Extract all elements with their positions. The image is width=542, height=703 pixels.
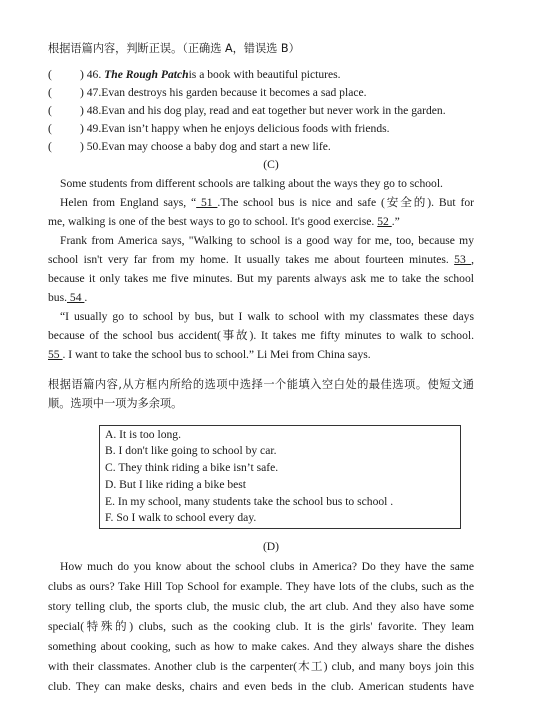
question-number: ) 48. [80, 104, 102, 117]
option-c: C. They think riding a bike isn’t safe. [105, 461, 279, 474]
blank-54: 54 [67, 291, 85, 304]
passage-d-line: something about cooking, such as how to make cakes. And they always share the dishes [48, 640, 474, 653]
blank-53: 53 [454, 253, 472, 266]
question-text: Evan and his dog play, read and eat together but never work in the garden. [101, 104, 446, 117]
question-text: is a book with beautiful pictures. [188, 68, 341, 81]
passage-c-line: bus. 54 . [48, 291, 88, 304]
passage-c-line: 55 . I want to take the school bus to school.” Li Mei from China says. [48, 348, 371, 361]
option-e: E. In my school, many students take the school bus to school . [105, 495, 394, 508]
question-50: ( ) 50. Evan may choose a baby dog and start a new life. [48, 140, 331, 153]
passage-c-line: because it only takes me five minutes. But my parents always ask me to take the school [48, 272, 474, 285]
question-number: ) 50. [80, 140, 102, 153]
passage-c-line: “I usually go to school by bus, but I walk to school with my classmates these days [60, 310, 474, 323]
question-46: ( ) 46. The Rough Patch is a book with beautiful pictures. [48, 68, 341, 81]
question-49: ( ) 49. Evan isn’t happy when he enjoys delicious foods with friends. [48, 122, 390, 135]
passage-d-line: story telling club, the sports club, the music club, the art club. And they also have some [48, 600, 474, 613]
blank-55: 55 [48, 348, 63, 361]
question-48: ( ) 48. Evan and his dog play, read and eat together but never work in the garden. [48, 104, 446, 117]
option-d: D. But I like riding a bike best [105, 478, 247, 491]
passage-c-line: Frank from America says, "Walking to school is a good way for me, too, because my [60, 234, 474, 247]
passage-d-line: with their classmates. Another club is the carpenter(木工) club, and many boys join this [48, 660, 474, 673]
question-47: ( ) 47. Evan destroys his garden because it becomes a sad place. [48, 86, 367, 99]
passage-c-line: Helen from England says, “ 51 .The school bus is nice and safe (安全的). But for [60, 196, 474, 209]
book-title: The Rough Patch [104, 68, 189, 81]
passage-c-line: because of the school bus accident(事故). It takes me fifty minutes to walk to school. [48, 329, 474, 342]
passage-d-line: How much do you know about the school clubs in America? Do they have the same [60, 560, 474, 573]
passage-d-line: special(特殊的) clubs, such as the cooking club. It is the girls' favorite. They leam [48, 620, 474, 633]
passage-c-line: school isn't very far from my home. It usually takes me about fourteen minutes. 53 , [48, 253, 474, 266]
question-number: ) 47. [80, 86, 102, 99]
section-heading-c: (C) [263, 158, 279, 171]
option-b: B. I don't like going to school by car. [105, 444, 277, 457]
question-text: Evan isn’t happy when he enjoys delicious foods with friends. [101, 122, 390, 135]
passage-d-line: club. They can make desks, chairs and even beds in the club. American students have [48, 680, 474, 693]
question-number: ) 46. [80, 68, 102, 81]
instruction-true-false: 根据语篇内容，判断正误。（正确选 A，错误选 B） [48, 42, 300, 55]
passage-c-line: me, walking is one of the best ways to go to school. It's good exercise. 52 .” [48, 215, 400, 228]
blank-51: 51 [196, 196, 218, 209]
passage-d-line: clubs as ours? Take Hill Top School for example. They have lots of the clubs, such as the [48, 580, 474, 593]
question-text: Evan destroys his garden because it becomes a sad place. [101, 86, 367, 99]
passage-c-line: Some students from different schools are talking about the ways they go to school. [60, 177, 443, 190]
blank-52: 52 [377, 215, 392, 228]
question-text: Evan may choose a baby dog and start a new life. [101, 140, 331, 153]
instruction-fill-blank: 根据语篇内容,从方框内所给的选项中选择一个能填入空白处的最佳选项。使短文通 [48, 378, 474, 391]
option-a: A. It is too long. [105, 428, 182, 441]
options-box [99, 425, 461, 529]
section-heading-d: (D) [262, 540, 280, 553]
instruction-fill-blank: 顺。选项中一项为多余项。 [48, 397, 183, 410]
question-number: ) 49. [80, 122, 102, 135]
option-f: F. So I walk to school every day. [105, 511, 257, 524]
